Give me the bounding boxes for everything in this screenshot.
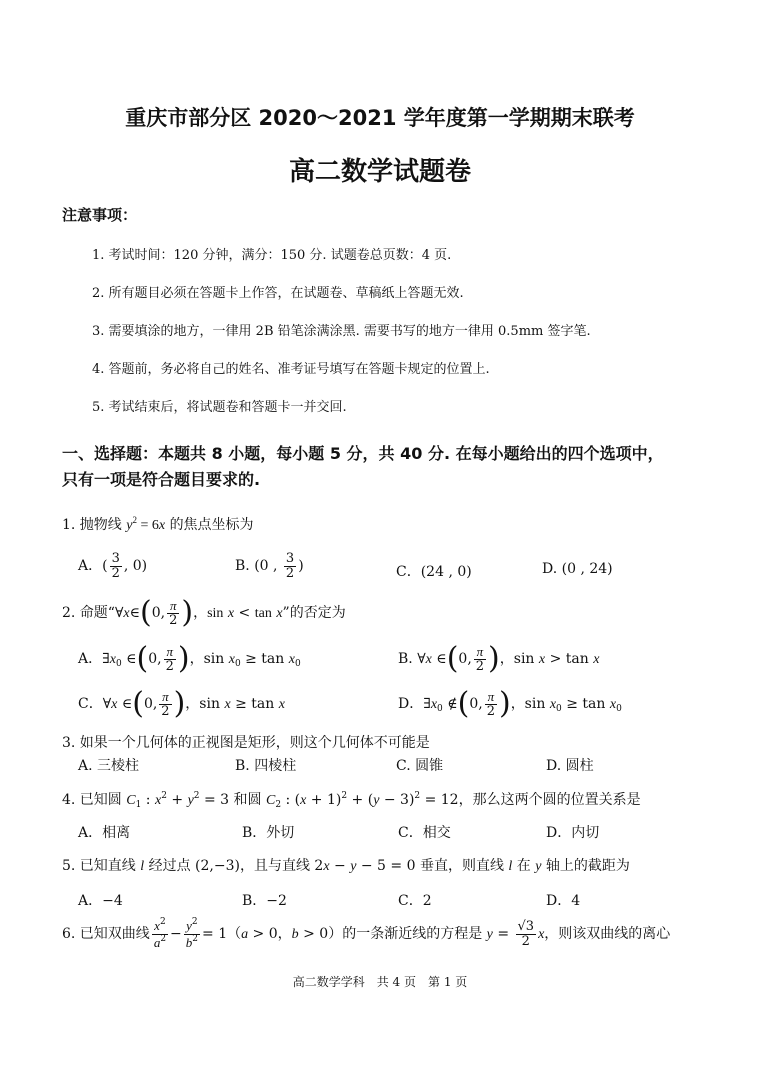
question-2-option-a: A．$\exists x_0$ ∈(0, $\frac{\pi}{2}$ )，$\sin x_0 \ge \tan x_0$ <box>78 641 301 676</box>
question-4-option-c: C．相交 <box>398 825 451 841</box>
section-heading-line-1: 一、选择题：本题共 8 小题，每小题 5 分，共 40 分. 在每小题给出的四个选项中， <box>62 444 664 463</box>
question-1-option-b: B. (0 , $\frac{3}{2}$ ) <box>235 551 304 581</box>
question-2-option-d: D．$\exists x_0$ ∉(0, $\frac{\pi}{2}$ )，$\sin x_0 \ge \tan x_0$ <box>398 686 622 721</box>
question-2-option-c: C．∀x ∈(0, $\frac{\pi}{2}$ )，sin x ≥ tan x <box>78 686 285 721</box>
question-2-option-b: B. ∀x ∈(0, $\frac{\pi}{2}$ )，sin x > tan x <box>398 641 600 676</box>
question-3-stem: 3. 如果一个几何体的正视图是矩形，则这个几何体不可能是 <box>62 735 430 751</box>
question-3-option-a: A. 三棱柱 <box>78 758 140 774</box>
question-1-number: 1. 抛物线 <box>62 517 122 533</box>
notice-item: 3. 需要填涂的地方，一律用 2B 铅笔涂满涂黑. 需要书写的地方一律用 0.5mm 签字笔. <box>92 324 591 339</box>
question-4-stem: 4. 已知圆 $C_1$ : $x^2 + y^2 = 3$ 和圆 $C_2$ : $(x + 1)^2 + (y - 3)^2 = 12$，那么这两个圆的位置关系是 <box>62 791 641 810</box>
question-4-option-d: D．内切 <box>546 825 600 841</box>
question-1-option-a: A．( $\frac{3}{2}$ , 0) <box>78 551 148 581</box>
question-2-stem: 2. 命题“∀x∈(0, $\frac{\pi}{2}$ )，sin x < tan x”的否定为 <box>62 595 346 630</box>
paper-title: 高二数学试题卷 <box>288 157 471 187</box>
notice-item: 4. 答题前，务必将自己的姓名、准考证号填写在答题卡规定的位置上. <box>92 362 490 377</box>
question-1-option-d: D. (0 , 24) <box>542 561 613 577</box>
question-4-option-b: B．外切 <box>242 825 295 841</box>
question-3-option-d: D. 圆柱 <box>546 758 594 774</box>
question-6-stem: 6. 已知双曲线 $\frac{x^2}{a^2}$ − $\frac{y^2}{b^2}$ = 1（a > 0，b > 0）的一条渐近线的方程是 y = $\frac{√3}{2}$ x，则该双曲线的离心 <box>62 917 671 950</box>
question-1-stem <box>62 514 254 534</box>
question-3-option-c: C. 圆锥 <box>396 758 444 774</box>
page-footer: 高二数学学科 共 4 页 第 1 页 <box>292 975 468 989</box>
notice-item: 1. 考试时间：120 分钟，满分：150 分. 试题卷总页数：4 页. <box>92 248 452 263</box>
question-1-tail: 的焦点坐标为 <box>169 517 254 533</box>
question-1-option-c: C．(24 , 0) <box>396 564 472 580</box>
notice-item: 2. 所有题目必须在答题卡上作答，在试题卷、草稿纸上答题无效. <box>92 286 464 301</box>
question-5-stem: 5. 已知直线 l 经过点 (2,−3)，且与直线 2x − y − 5 = 0 垂直，则直线 l 在 y 轴上的截距为 <box>62 858 630 874</box>
notice-item: 5. 考试结束后，将试题卷和答题卡一并交回. <box>92 400 347 415</box>
question-1-formula: $y^2 = 6x$ <box>126 515 166 533</box>
question-3-option-b: B. 四棱柱 <box>235 758 297 774</box>
notice-heading: 注意事项： <box>62 206 138 224</box>
question-4-option-a: A．相离 <box>78 825 131 841</box>
question-5-option-b: B．−2 <box>242 893 287 909</box>
question-5-option-d: D．4 <box>546 893 581 909</box>
question-5-option-a: A．−4 <box>78 893 123 909</box>
exam-title: 重庆市部分区 2020～2021 学年度第一学期期末联考 <box>125 106 635 130</box>
section-heading-line-2: 只有一项是符合题目要求的. <box>62 470 261 489</box>
question-5-option-c: C．2 <box>398 893 432 909</box>
